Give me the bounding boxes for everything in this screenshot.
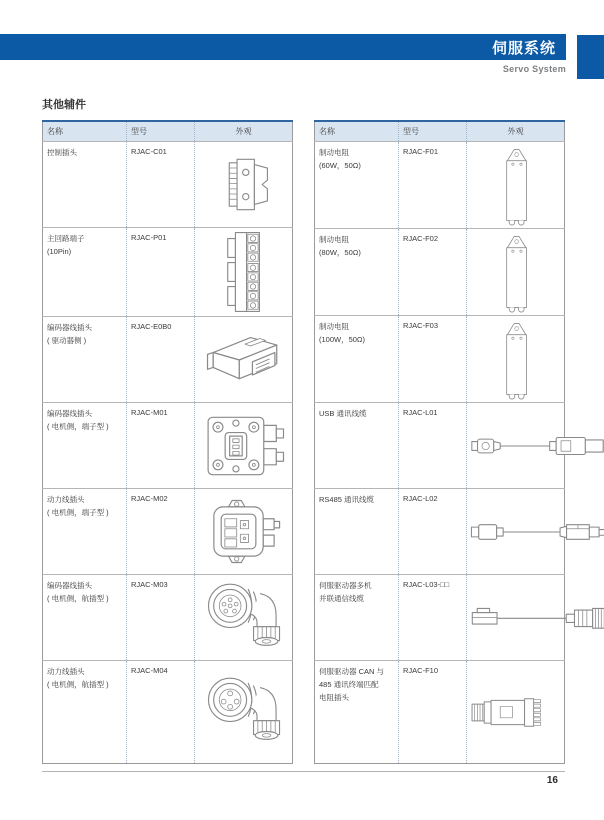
accessory-appearance-cell: [467, 661, 565, 764]
footer-divider: [42, 771, 565, 772]
header-bar: [0, 34, 566, 60]
table-row: [315, 575, 565, 661]
accessory-model-cell: RJAC-M02: [127, 489, 195, 575]
accessory-name-cell: [43, 575, 127, 661]
accessory-model-cell: RJAC-C01: [127, 142, 195, 228]
column-header-2: 外观: [467, 121, 565, 142]
accessory-model-cell: RJAC-L01: [399, 403, 467, 489]
table-row: [315, 661, 565, 764]
accessory-appearance-cell: [467, 316, 565, 403]
accessory-model-cell: RJAC-M03: [127, 575, 195, 661]
header-accent-block: [577, 35, 604, 79]
column-header-0: 名称: [315, 121, 399, 142]
accessory-name-line: USB 通讯线缆: [319, 409, 367, 418]
column-header-1: 型号: [127, 121, 195, 142]
accessory-name-cell: [43, 317, 127, 403]
plug-aviation-encoder-icon: [203, 579, 285, 657]
table-row: [315, 403, 565, 489]
accessory-appearance-cell: [467, 142, 565, 229]
accessory-name-cell: [43, 489, 127, 575]
accessory-tables: [42, 120, 565, 764]
accessory-model-cell: RJAC-M01: [127, 403, 195, 489]
accessory-model-cell: RJAC-P01: [127, 228, 195, 317]
accessory-name-line: ( 电机侧，航插型 ): [47, 594, 109, 603]
accessory-model-cell: RJAC-F01: [399, 142, 467, 229]
accessory-appearance-cell: [467, 229, 565, 316]
table-row: [43, 661, 293, 764]
table-row: [315, 489, 565, 575]
accessory-name-line: 伺服驱动器 CAN 与: [319, 667, 385, 676]
accessories-table-left: [42, 120, 293, 764]
accessory-name-cell: [315, 575, 399, 661]
accessory-appearance-cell: [195, 661, 293, 764]
table-row: [315, 142, 565, 229]
accessory-name-line: 主回路端子: [47, 234, 85, 243]
accessory-appearance-cell: [467, 489, 565, 575]
accessory-appearance-cell: [195, 228, 293, 317]
brake-resistor-icon: [496, 231, 536, 313]
accessory-model-cell: RJAC-F03: [399, 316, 467, 403]
table-row: [43, 317, 293, 403]
accessory-name-line: 动力线插头: [47, 495, 85, 504]
accessory-name-line: RS485 通讯线缆: [319, 495, 375, 504]
accessory-name-cell: [43, 661, 127, 764]
accessory-model-cell: RJAC-F10: [399, 661, 467, 764]
plug-control-icon: [218, 155, 270, 214]
accessory-name-line: 编码器线插头: [47, 581, 92, 590]
cable-parallel-icon: [469, 600, 604, 635]
terminal-10pin-icon: [224, 230, 264, 314]
accessory-name-line: 并联通信线缆: [319, 594, 364, 603]
accessory-name-line: (80W，50Ω): [319, 248, 361, 257]
table-row: [43, 575, 293, 661]
accessory-name-line: ( 驱动器侧 ): [47, 336, 87, 345]
accessory-name-cell: [315, 661, 399, 764]
accessory-name-line: (10Pin): [47, 247, 72, 256]
accessories-table-right: [314, 120, 565, 764]
accessory-model-cell: RJAC-L03-□□: [399, 575, 467, 661]
accessory-appearance-cell: [467, 575, 565, 661]
page-title-cn: 伺服系统: [491, 39, 556, 57]
column-header-1: 型号: [399, 121, 467, 142]
accessory-name-cell: [315, 403, 399, 489]
table-row: [43, 142, 293, 228]
accessory-appearance-cell: [195, 575, 293, 661]
accessory-name-cell: [315, 142, 399, 229]
accessory-name-line: 编码器线插头: [47, 409, 92, 418]
cable-usb-icon: [469, 431, 604, 461]
accessory-name-line: ( 电机侧，端子型 ): [47, 422, 109, 431]
accessory-name-line: ( 电机侧，端子型 ): [47, 508, 109, 517]
section-title: 其他辅件: [42, 99, 86, 111]
accessory-name-line: 控制插头: [47, 148, 77, 157]
accessory-name-cell: [43, 228, 127, 317]
accessory-appearance-cell: [467, 403, 565, 489]
accessory-model-cell: RJAC-L02: [399, 489, 467, 575]
accessory-name-cell: [315, 229, 399, 316]
plug-rj45-icon: [469, 694, 571, 731]
accessory-name-line: 编码器线插头: [47, 323, 92, 332]
accessory-model-cell: RJAC-M04: [127, 661, 195, 764]
accessory-name-cell: [315, 489, 399, 575]
accessory-appearance-cell: [195, 317, 293, 403]
table-row: [43, 403, 293, 489]
column-header-2: 外观: [195, 121, 293, 142]
accessory-name-line: (100W，50Ω): [319, 335, 366, 344]
table-row: [315, 229, 565, 316]
page-title-en: Servo System: [502, 64, 566, 74]
accessory-name-line: 电阻插头: [319, 693, 349, 702]
accessory-name-line: 制动电阻: [319, 235, 349, 244]
plug-encoder-motor-icon: [198, 411, 290, 481]
accessory-name-line: (60W，50Ω): [319, 161, 361, 170]
accessory-name-line: 485 通讯终端匹配: [319, 680, 379, 689]
accessory-appearance-cell: [195, 142, 293, 228]
column-header-0: 名称: [43, 121, 127, 142]
table-row: [43, 228, 293, 317]
accessory-model-cell: RJAC-E0B0: [127, 317, 195, 403]
page-number: 16: [546, 775, 558, 786]
cable-rs485-icon: [469, 518, 604, 546]
table-header-row: [315, 121, 565, 142]
plug-encoder-drive-icon: [200, 331, 288, 389]
accessory-name-line: 伺服驱动器多机: [319, 581, 372, 590]
accessory-name-line: 动力线插头: [47, 667, 85, 676]
accessory-appearance-cell: [195, 403, 293, 489]
table-row: [43, 489, 293, 575]
brake-resistor-icon: [496, 318, 536, 400]
accessory-name-cell: [43, 142, 127, 228]
accessory-appearance-cell: [195, 489, 293, 575]
table-row: [315, 316, 565, 403]
accessory-model-cell: RJAC-F02: [399, 229, 467, 316]
accessory-name-line: 制动电阻: [319, 322, 349, 331]
accessory-name-line: ( 电机侧，航插型 ): [47, 680, 109, 689]
plug-aviation-power-icon: [203, 673, 285, 751]
plug-power-motor-icon: [199, 495, 289, 568]
accessory-name-line: 制动电阻: [319, 148, 349, 157]
accessory-name-cell: [43, 403, 127, 489]
accessory-name-cell: [315, 316, 399, 403]
table-header-row: [43, 121, 293, 142]
brake-resistor-icon: [496, 144, 536, 226]
